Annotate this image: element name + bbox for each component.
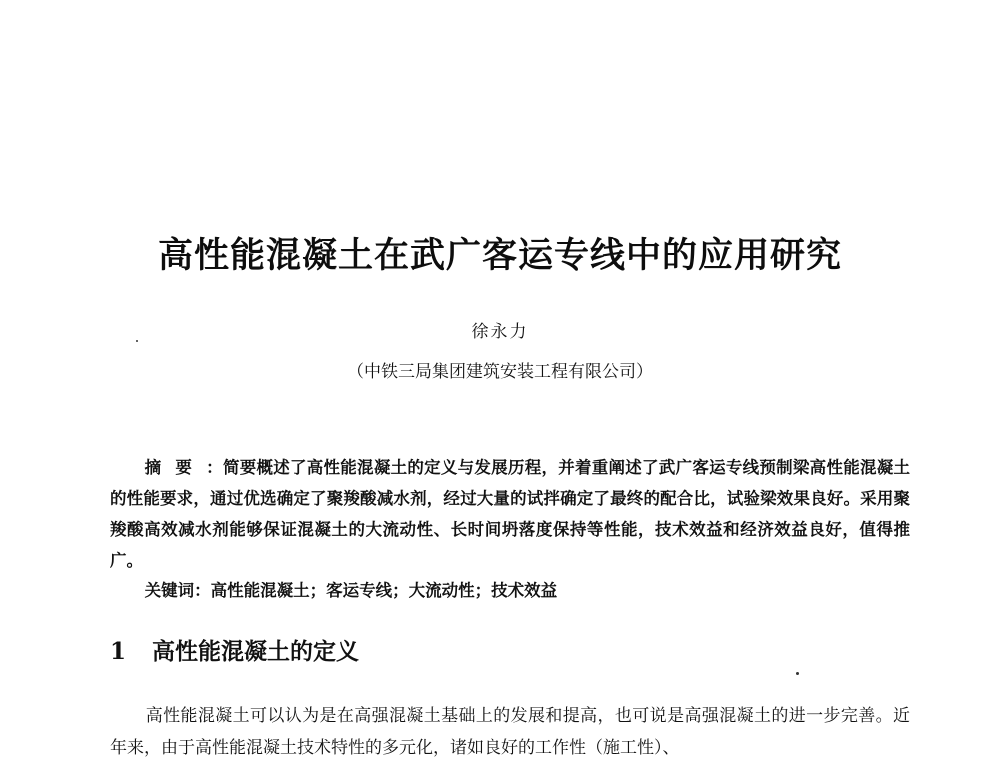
abstract — [110, 452, 910, 576]
section-1-number: 1 — [110, 638, 127, 665]
author-affiliation: （中铁三局集团建筑安装工程有限公司） — [347, 362, 653, 382]
keywords-text: 高性能混凝土；客运专线；大流动性；技术效益 — [210, 581, 558, 600]
abstract-label: 摘要 — [144, 458, 207, 477]
author-name: 徐永力 — [471, 322, 529, 342]
keywords-label: 关键词： — [144, 581, 211, 600]
abstract-label-colon: ： — [206, 458, 223, 477]
section-1-heading — [110, 636, 359, 668]
scan-speck — [136, 340, 138, 342]
section-1-title: 高性能混凝土的定义 — [152, 639, 359, 665]
abstract-text: 简要概述了高性能混凝土的定义与发展历程，并着重阐述了武广客运专线预制梁高性能混凝土的性能要求，通过优选确定了聚羧酸减水剂，经过大量的试拌确定了最终的配合比，试验梁效果良好。采用聚羧酸高效减水剂能够保证混凝土的大流动性、长时间坍落度保持等性能，技术效益和经济效益良好，值得推广。 — [110, 458, 911, 570]
scan-speck — [796, 672, 799, 675]
keywords — [110, 576, 910, 606]
section-1-body: 高性能混凝土可以认为是在高强混凝土基础上的发展和提高，也可说是高强混凝土的进一步完善。近年来，由于高性能混凝土技术特性的多元化，诸如良好的工作性（施工性）、 — [110, 706, 910, 758]
paper-title: 高性能混凝土在武广客运专线中的应用研究 — [157, 236, 842, 276]
